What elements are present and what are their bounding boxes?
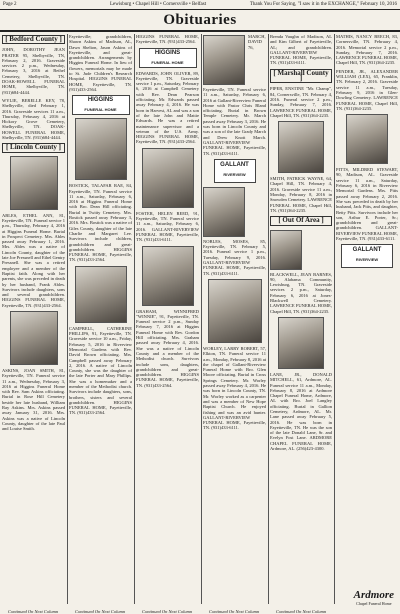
paper-towns: Lewisburg • Chapel Hill • Cornersville • Belfast (110, 2, 207, 7)
obituary-text: WYLIE, BERELLE KEY, 78, Shelbyville, died February 1, 2016. Graveside services 11 a.m., Thursday, February 4, 2016 at Hickory Grove Cemetery, Shelbyville, TN. DOAK-HOWELL FUNERAL HOME, Shelbyville, TN. (931)684-4444. (2, 97, 65, 141)
continued-note: Continued On Next Column (209, 609, 260, 614)
obituary-photo (346, 114, 388, 164)
obituary-text: LANE, JR., DONALD MITCHELL, 61, Ardmore, AL. Funeral service 11 a.m., Monday, February 8, 2016 at Ardmore Chapel Funeral Home, Ardmore, AL with Bro. Joel Langley officiating. Burial in Gallion Cemetery, Ardmore, AL. Mr. Lane passed away February 5, 2016. He was born in Fayetteville, TN. He was the son of the late Donald Lane, Sr. and Evelyn Fost Lane. ARDMORE CHAPEL FUNERAL HOME, Ardmore, AL. (256)423-4300. (270, 371, 332, 452)
section-heading: [ Out Of Area ] (270, 216, 332, 225)
obituary-text: BOSTICK, TALAFAR RAE, 84, Fayetteville, TN. Funeral service 11 a.m., Saturday, February 6, 2016 at Higgins Funeral Home with Bro. Dean Hill officiating. Burial in Twitty Cemetery. Mrs. Bostick passed away February 3, 2016. Mrs. Bostick was a native of Giles County, daughter of the late Charlie and Margaret Lee. Survivors include children, grandchildren and great-grandchildren. HIGGINS FUNERAL HOME, Fayetteville, TN. (931)433-2564. (69, 183, 132, 263)
page-number: Page 2 (3, 2, 17, 7)
column-divider (67, 34, 68, 604)
continued-note: Continued On Next Column (75, 609, 126, 614)
obituary-text: Fayetteville; grandchildren, Shawn Askins of Madison, AL, Dawn Shelton, Jason Askins of Fayetteville, and great-grandchildren. Arrangements by Higgins Funeral Home. In lieu of flowers, memorials may be made to St. Jude Children's Research Hospital. HIGGINS FUNERAL HOME, Fayetteville, TN. (931)433-2564. (69, 34, 132, 92)
obituary-text: BLACKWELL, JEAN BARNES, 90, Alabama Community, Lewisburg, TN. Graveside services 2 p.m., Saturday, February 6, 2016 at Jones-Blackwell Cemetery. LAWRENCE FUNERAL HOME, Chapel Hill, TN. (931)364-2235. (270, 271, 332, 314)
column-2 (69, 34, 132, 608)
obituary-photo (10, 311, 58, 365)
obituary-text: PIPER, ENSTINE "Mr. Champ", 84, Cornersville, TN. February 4, 2016. Funeral service 2 p.m., Sunday, February 7, 2016. LAWRENCE FUNERAL HOME, Chapel Hill, TN. (931)364-2235. (270, 86, 332, 118)
obituary-photo (75, 118, 127, 180)
page-header (0, 0, 400, 10)
obituary-text: GRAHAM, WINNIFRED "WINNIE", 91, Fayetteville, TN. Funeral service 2 p.m., Sunday February 7, 2016 at Higgins Funeral Home with Rev. Gordon Hill officiating. Mrs. Graham passed away February 4, 2016. She was a native of Lincoln County and a member of the Methodist church. Survivors include sons, daughters, grandchildren and great-grandchildren. HIGGINS FUNERAL HOME, Fayetteville, TN. (931)433-2564. (136, 308, 199, 388)
column-divider (268, 34, 269, 604)
obituary-text: MARCH, DAVID 76, Fayetteville, TN. Funeral service 11 a.m., Saturday, February 6, 2016 at Gallant-Riverview Funeral Home with Pastor Chris Bland officiating. Burial in Brown Temple Cemetery. Mr. March passed away February 3, 2016. He was born in Lincoln County and was a son of the late Grady March and Drew Knott March. GALLANT-RIVERVIEW FUNERAL HOME, Fayetteville, TN. (931)433-6111. (203, 34, 266, 156)
obituary-text: HIGGINS FUNERAL HOME, Fayetteville, TN. (931)433-2564. (136, 34, 199, 45)
continued-note: Continued On Next Column (8, 609, 59, 614)
column-1 (2, 34, 65, 608)
obituary-photo (142, 246, 194, 306)
obituary-photo (278, 121, 324, 173)
paper-date: Thank You For Saying, "I saw it in the EXCHANGE," February 10, 2016 (249, 2, 397, 7)
masthead-title: Obituaries (0, 10, 400, 32)
obituary-text: PITTS, MILDRED STEWART, 90, Madison, AL. Graveside service 11 a.m., Saturday, February 6, 2016 in Riverview Memorial Gardens. Mrs. Pitts passed away February 2, 2016. She was preceded in death by her husband, Jack Pitts, and daughter, Betty Pitts. Survivors include her son, Arthur E. Porter, Sr.; grandchildren and great-grandchildren. GALLANT-RIVERVIEW FUNERAL HOME, Fayetteville, TN. (931)433-6111. (336, 167, 398, 242)
obituary-text: EDWARDS, JOHN OLIVER, 89, Fayetteville, TN. Graveside service 1 p.m., Saturday, February 6, 2016 at Campbell Cemetery with Rev. Dean Pearson officiating. Mr. Edwards passed away February 4, 2016. He was born in Harvest, AL and was a son of the late John and Mattie Edwards. He was a retired maintenance supervisor and a veteran of the U.S. Army. HIGGINS FUNERAL HOME, Fayetteville, TN. (931)433-2564. (136, 70, 199, 145)
obituary-text: MATHIS, NANCY BEECH, 83, Cornersville, TN. February 4, 2016. Memorial service 2 p.m., Sunday, February 7, 2016. LAWRENCE FUNERAL HOME, Chapel Hill, TN. (931)364-2235. (336, 34, 398, 66)
section-heading: [ Lincoln County ] (2, 143, 65, 152)
obituary-photo (142, 148, 194, 208)
higgins-logo: HIGGINS FUNERAL HOME (72, 95, 130, 115)
obituary-text: WORLEY, LARRY ROBERT, 57, Elkton, TN. Funeral service 11 a.m., Monday, February 8, 2016 at the chapel of Gallant-Riverview Funeral Home with Bro. Glen Moore officiating. Burial in Cross Springs Cemetery. Mr. Worley passed away February 4, 2016. He was born in Lincoln County, TN. Mr. Worley worked as a carpenter and was a member of New Hope Baptist Church. He enjoyed fishing and was an avid hunter. GALLANT-RIVERVIEW FUNERAL HOME, Fayetteville, TN. (931)433-6111. (203, 345, 266, 431)
column-4 (203, 34, 266, 608)
column-divider (134, 34, 135, 604)
obituary-text: ABLES, ETHEL ANN, 81, Fayetteville, TN. Funeral service 1 p.m., Thursday, February 4, 2016 at Higgins Funeral Home. Burial in Prospect Cemetery. Mrs. Ables passed away February 1, 2016. Mrs. Ables was a native of Lincoln County, daughter of the late Joe Pressnell and Ethel Gentry Pressnell. She was a retired employee and a member of the Baptist faith. Along with her parents, she was preceded in death by her husband, Frank Ables. Survivors include daughters, sons and several grandchildren. HIGGINS FUNERAL HOME, Fayetteville, TN. (931)433-2564. (2, 212, 65, 308)
section-heading: [ Marshall County ] (270, 69, 332, 84)
obituary-photo (10, 156, 58, 210)
obituary-text: Brenda Vaughn of Madison, AL and Kim Gilbert of Fayetteville, AL; and grandchildren. GALLANT-RIVERVIEW FUNERAL HOME, Fayetteville, TN. (931)433-6111. (270, 34, 332, 66)
obituary-photo (270, 230, 302, 270)
obituary-text: CAMPBELL, CATHERINE PHILLIPS, 91, Fayetteville, TN. Graveside service 10 a.m., Friday, February 5, 2016 in Riverview Memorial Gardens with Rev. David Brown officiating. Mrs. Campbell passed away February 2, 2016. A native of Lincoln County, she was the daughter of the late Porter and Mary Phillips. She was a homemaker and a member of the Methodist church. Survivors include daughters, sons, brothers, sisters and several grandchildren. HIGGINS FUNERAL HOME, Fayetteville, TN. (931)433-2564. (69, 325, 132, 416)
continued-note: Continued On Next Column (142, 609, 193, 614)
obituary-photo (203, 187, 245, 237)
column-6 (336, 34, 398, 554)
obituary-photo (75, 266, 127, 323)
section-heading: [ Bedford County ] (2, 35, 65, 44)
obituary-text: PENDER, JR., ALEXANDER WILLIAM (LEX), 65, Franklin, TN. February 2, 2016. Graveside service 11 a.m., Tuesday, February 9, 2016 in Glen-Dowling Cemetery. LAWRENCE FUNERAL HOME, Chapel Hill, TN. (931)364-2235. (336, 68, 398, 111)
obituary-photo (203, 35, 245, 85)
gallant-logo: GALLANT RIVERVIEW (214, 159, 256, 183)
continued-note: Continued On Next Column (276, 609, 327, 614)
obituary-text: NOBLES, MOSES, 85, Fayetteville, TN. February 5, 2016. Funeral service 1 p.m., Tuesday, February 9, 2016. GALLANT-RIVERVIEW FUNERAL HOME, Fayetteville, TN. (931)433-6111. (203, 238, 266, 276)
column-divider (334, 34, 335, 604)
gallant-logo: GALLANT RIVERVIEW (341, 244, 393, 268)
obituary-photo (208, 279, 262, 343)
obituary-text: FOSTER, HELEN REED, 91, Fayetteville, TN. Funeral service 11 a.m., Saturday, February 6, 2016. GALLANT-RIVERVIEW FUNERAL HOME, Fayetteville, TN. (931)433-6111. (136, 210, 199, 243)
column-5 (270, 34, 332, 608)
higgins-logo: HIGGINS FUNERAL HOME (139, 48, 197, 68)
obituary-photo (278, 317, 324, 369)
column-3 (136, 34, 199, 608)
obituary-text: SMITH, PATRICK WAYNE, 64, Chapel Hill, TN. February 4, 2016. Graveside service 11 a.m., Monday, February 8, 2016 in Snowden Cemetery. LAWRENCE FUNERAL HOME, Chapel Hill, TN. (931)364-2235. (270, 176, 332, 213)
ardmore-logo: Ardmore Chapel Funeral Home (353, 589, 394, 606)
obituary-text: JOHN, DOROTHY JEAN PRATER 95, Shelbyville, TN, February 2, 2016. Graveside services 2 p.m., Wednesday, February 3, 2016 at Bethel Cemetery, Shelbyville, TN. DOAK-HOWELL FUNERAL HOME, Shelbyville, TN. (931)684-4444. (2, 47, 65, 95)
column-divider (201, 34, 202, 604)
obituary-text: ASKINS, JOAN SMITH, 81, Fayetteville, TN. Funeral service 11 a.m., Wednesday, February 3, 2016 at Higgins Funeral Home with Rev. Sam Askins officiating. Burial in Rose Hill Cemetery beside her late husband, William Ray Askins. Mrs. Askins passed away January 31, 2016. Mrs. Askins was a native of Lincoln County, daughter of the late Paul and Louise Smith. (2, 367, 65, 432)
